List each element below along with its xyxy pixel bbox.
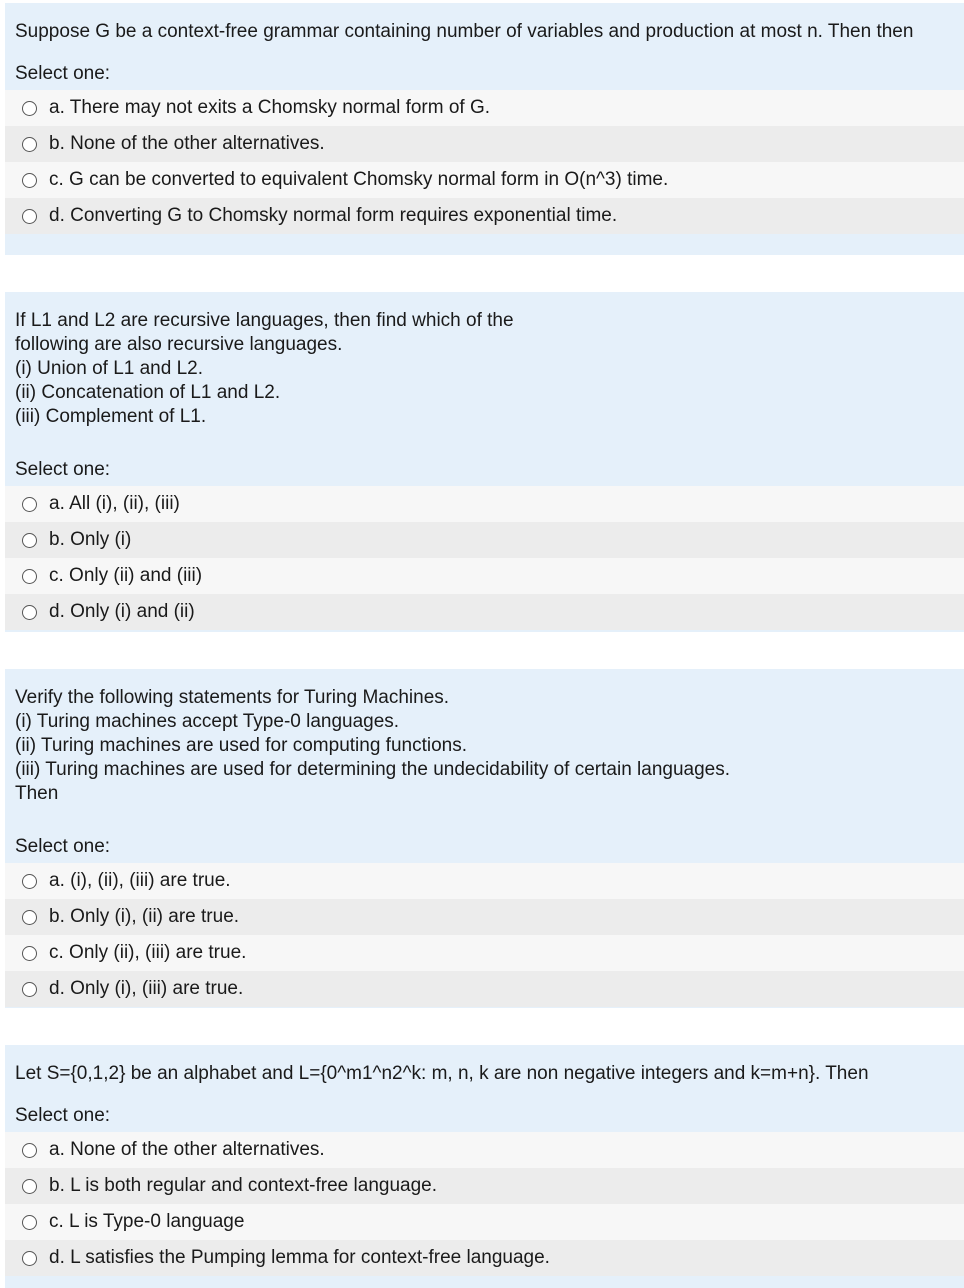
radio-button[interactable]: [22, 137, 37, 152]
answer-options: [5, 90, 964, 234]
option-label: c. L is Type-0 language: [49, 1211, 245, 1232]
question-line: Let S={0,1,2} be an alphabet and L={0^m1^n2^k: m, n, k are non negative integers and k=m+n}. Then: [15, 1063, 869, 1084]
radio-button[interactable]: [22, 497, 37, 512]
radio-button[interactable]: [22, 1215, 37, 1230]
option-d[interactable]: [5, 971, 964, 1007]
answer-options: [5, 1132, 964, 1276]
option-label: a. (i), (ii), (iii) are true.: [49, 870, 231, 891]
question-line: (i) Turing machines accept Type-0 languages.: [15, 711, 400, 732]
select-one-prompt: Select one:: [15, 63, 111, 84]
question-1: [5, 3, 964, 255]
radio-button[interactable]: [22, 605, 37, 620]
question-2: [5, 292, 964, 632]
option-d[interactable]: [5, 1240, 964, 1276]
select-one-prompt: Select one:: [15, 1105, 111, 1126]
option-d[interactable]: [5, 594, 964, 630]
question-line: (iii) Complement of L1.: [15, 406, 207, 427]
option-label: a. There may not exits a Chomsky normal form of G.: [49, 97, 491, 118]
radio-button[interactable]: [22, 569, 37, 584]
option-b[interactable]: [5, 522, 964, 558]
radio-button[interactable]: [22, 1179, 37, 1194]
answer-options: [5, 486, 964, 630]
option-a[interactable]: [5, 486, 964, 522]
select-one-prompt: Select one:: [15, 459, 111, 480]
option-c[interactable]: [5, 935, 964, 971]
question-line: (i) Union of L1 and L2.: [15, 358, 204, 379]
select-one-prompt: Select one:: [15, 836, 111, 857]
question-line: Verify the following statements for Turing Machines.: [15, 687, 450, 708]
radio-button[interactable]: [22, 874, 37, 889]
question-line: If L1 and L2 are recursive languages, then find which of the: [15, 310, 514, 331]
option-b[interactable]: [5, 899, 964, 935]
option-label: a. All (i), (ii), (iii): [49, 493, 180, 514]
radio-button[interactable]: [22, 946, 37, 961]
question-3: [5, 669, 964, 1008]
option-label: b. None of the other alternatives.: [49, 133, 325, 154]
option-c[interactable]: [5, 162, 964, 198]
option-label: a. None of the other alternatives.: [49, 1139, 325, 1160]
radio-button[interactable]: [22, 910, 37, 925]
option-c[interactable]: [5, 1204, 964, 1240]
question-text: [5, 292, 964, 429]
radio-button[interactable]: [22, 209, 37, 224]
option-label: c. Only (ii) and (iii): [49, 565, 203, 586]
option-a[interactable]: [5, 90, 964, 126]
option-c[interactable]: [5, 558, 964, 594]
radio-button[interactable]: [22, 173, 37, 188]
question-text: [5, 669, 964, 806]
answer-options: [5, 863, 964, 1007]
option-a[interactable]: [5, 863, 964, 899]
question-4: [5, 1045, 964, 1288]
radio-button[interactable]: [22, 982, 37, 997]
option-label: c. Only (ii), (iii) are true.: [49, 942, 247, 963]
question-line: Suppose G be a context-free grammar containing number of variables and production at most n. Then then: [15, 21, 914, 42]
radio-button[interactable]: [22, 1143, 37, 1158]
option-label: d. Only (i) and (ii): [49, 601, 195, 622]
option-label: b. L is both regular and context-free language.: [49, 1175, 437, 1196]
option-a[interactable]: [5, 1132, 964, 1168]
option-label: c. G can be converted to equivalent Chomsky normal form in O(n^3) time.: [49, 169, 669, 190]
option-label: d. Only (i), (iii) are true.: [49, 978, 244, 999]
option-label: b. Only (i): [49, 529, 132, 550]
option-label: d. L satisfies the Pumping lemma for context-free language.: [49, 1247, 550, 1268]
question-line: (ii) Concatenation of L1 and L2.: [15, 382, 281, 403]
option-b[interactable]: [5, 1168, 964, 1204]
question-line: (iii) Turing machines are used for determining the undecidability of certain languages.: [15, 759, 731, 780]
option-label: d. Converting G to Chomsky normal form requires exponential time.: [49, 205, 618, 226]
radio-button[interactable]: [22, 1251, 37, 1266]
question-line: Then: [15, 783, 59, 804]
radio-button[interactable]: [22, 533, 37, 548]
option-d[interactable]: [5, 198, 964, 234]
question-line: following are also recursive languages.: [15, 334, 343, 355]
option-label: b. Only (i), (ii) are true.: [49, 906, 240, 927]
question-text: [5, 3, 964, 44]
question-line: (ii) Turing machines are used for computing functions.: [15, 735, 467, 756]
question-text: [5, 1045, 964, 1086]
option-b[interactable]: [5, 126, 964, 162]
radio-button[interactable]: [22, 101, 37, 116]
